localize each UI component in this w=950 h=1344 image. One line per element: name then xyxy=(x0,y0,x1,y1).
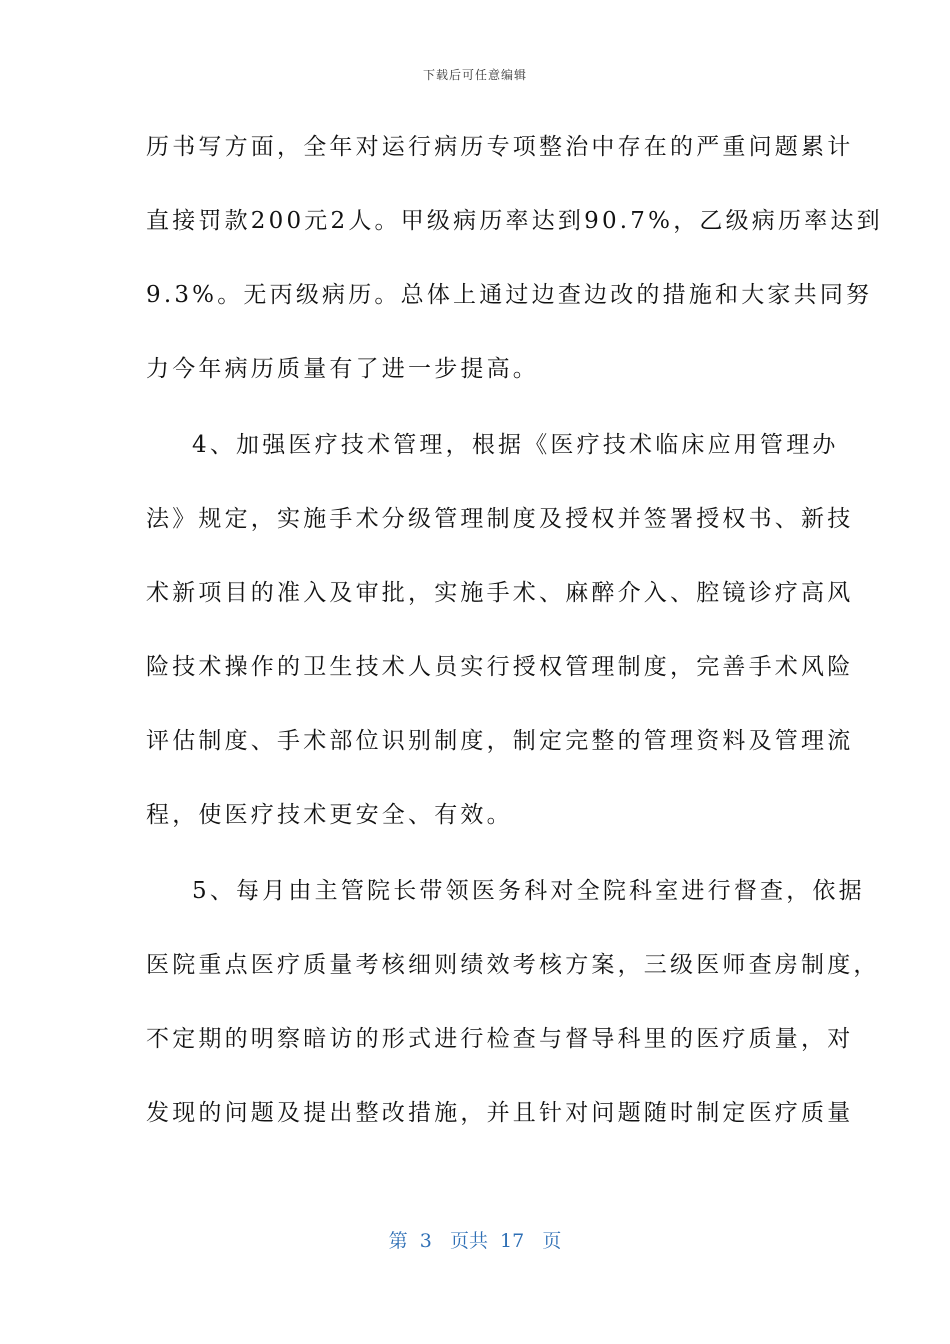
page-number-footer: 第 3 页共 17 页 xyxy=(388,1230,562,1252)
body-line-2: 直接罚款200元2人。甲级病历率达到90.7%，乙级病历率达到 xyxy=(146,208,883,234)
body-line-11: 5、每月由主管院长带领医务科对全院科室进行督查，依据 xyxy=(192,878,865,904)
body-line-6: 法》规定，实施手术分级管理制度及授权并签署授权书、新技 xyxy=(146,506,854,532)
body-line-13: 不定期的明察暗访的形式进行检查与督导科里的医疗质量，对 xyxy=(146,1026,854,1052)
header-note: 下载后可任意编辑 xyxy=(422,68,527,82)
body-line-1: 历书写方面，全年对运行病历专项整治中存在的严重问题累计 xyxy=(146,134,854,160)
body-line-9: 评估制度、手术部位识别制度，制定完整的管理资料及管理流 xyxy=(146,728,854,754)
body-line-10: 程，使医疗技术更安全、有效。 xyxy=(146,802,513,828)
body-line-8: 险技术操作的卫生技术人员实行授权管理制度，完善手术风险 xyxy=(146,654,854,680)
body-line-4: 力今年病历质量有了进一步提高。 xyxy=(146,356,539,382)
body-line-7: 术新项目的准入及审批，实施手术、麻醉介入、腔镜诊疗高风 xyxy=(146,580,854,606)
body-line-3: 9.3%。无丙级病历。总体上通过边查边改的措施和大家共同努 xyxy=(146,282,873,308)
body-line-5: 4、加强医疗技术管理，根据《医疗技术临床应用管理办 xyxy=(192,432,839,458)
body-line-12: 医院重点医疗质量考核细则绩效考核方案，三级医师查房制度， xyxy=(146,952,880,978)
body-line-14: 发现的问题及提出整改措施，并且针对问题随时制定医疗质量 xyxy=(146,1100,854,1126)
